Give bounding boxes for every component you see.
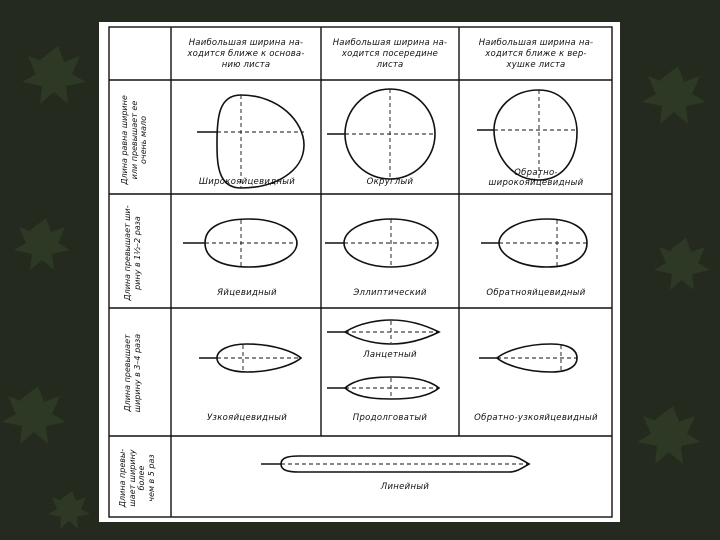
round-shape [327, 89, 435, 179]
caption-elliptic: Эллиптический [353, 288, 427, 298]
ovate-shape [183, 219, 297, 267]
leaf-shape-table [99, 22, 620, 522]
oblong-shape [327, 377, 439, 399]
header-text: Наибольшая ширина на- ходится посередине листа [332, 38, 448, 70]
caption-round: Округлый [366, 177, 414, 187]
caption-lanceolate: Ланцетный [363, 350, 417, 360]
header-text: Наибольшая ширина на- ходится ближе к основа- нию листа [187, 38, 305, 70]
caption-narrow-ovate: Узкояйцевидный [206, 413, 288, 423]
caption-ovate: Яйцевидный [217, 288, 277, 298]
caption-linear: Линейный [380, 482, 430, 492]
header-text: Наибольшая ширина на- ходится ближе к вер- хушке листа [478, 38, 594, 70]
linear-shape [261, 456, 529, 472]
caption-narrow-obovate: Обратно-узкояйцевидный [474, 413, 598, 423]
lanceolate-shape [327, 320, 439, 344]
row-label-1-2 [123, 203, 157, 303]
column-header-middle [320, 38, 460, 71]
obovate-shape [481, 219, 587, 267]
elliptic-shape [325, 219, 438, 267]
row-label-3-4 [123, 323, 157, 423]
caption-broad-obovate: Обратно- широкояйцевидный [488, 168, 584, 188]
row-label-5plus [118, 440, 162, 516]
row-label-text: Длина превы- шает ширину более чем в 5 раз [118, 448, 156, 508]
row-label-text: Длина равна ширине или превышает ее очень мало [120, 95, 148, 185]
row-label-equal [120, 90, 160, 190]
table-grid [99, 22, 620, 522]
column-header-base [176, 38, 316, 71]
broad-obovate-shape [477, 90, 577, 180]
caption-broad-ovate: Широкояйцевидный [198, 177, 296, 187]
broad-ovate-shape [197, 95, 304, 188]
row-label-text: Длина превышает ширину в 3–4 раза [123, 333, 142, 413]
narrow-obovate-shape [479, 344, 577, 372]
column-header-tip [466, 38, 606, 71]
narrow-ovate-shape [199, 344, 301, 372]
caption-obovate: Обратнояйцевидный [486, 288, 586, 298]
caption-oblong: Продолговатый [352, 413, 428, 423]
row-label-text: Длина превышает ши- рину в 1½–2 раза [123, 205, 142, 301]
